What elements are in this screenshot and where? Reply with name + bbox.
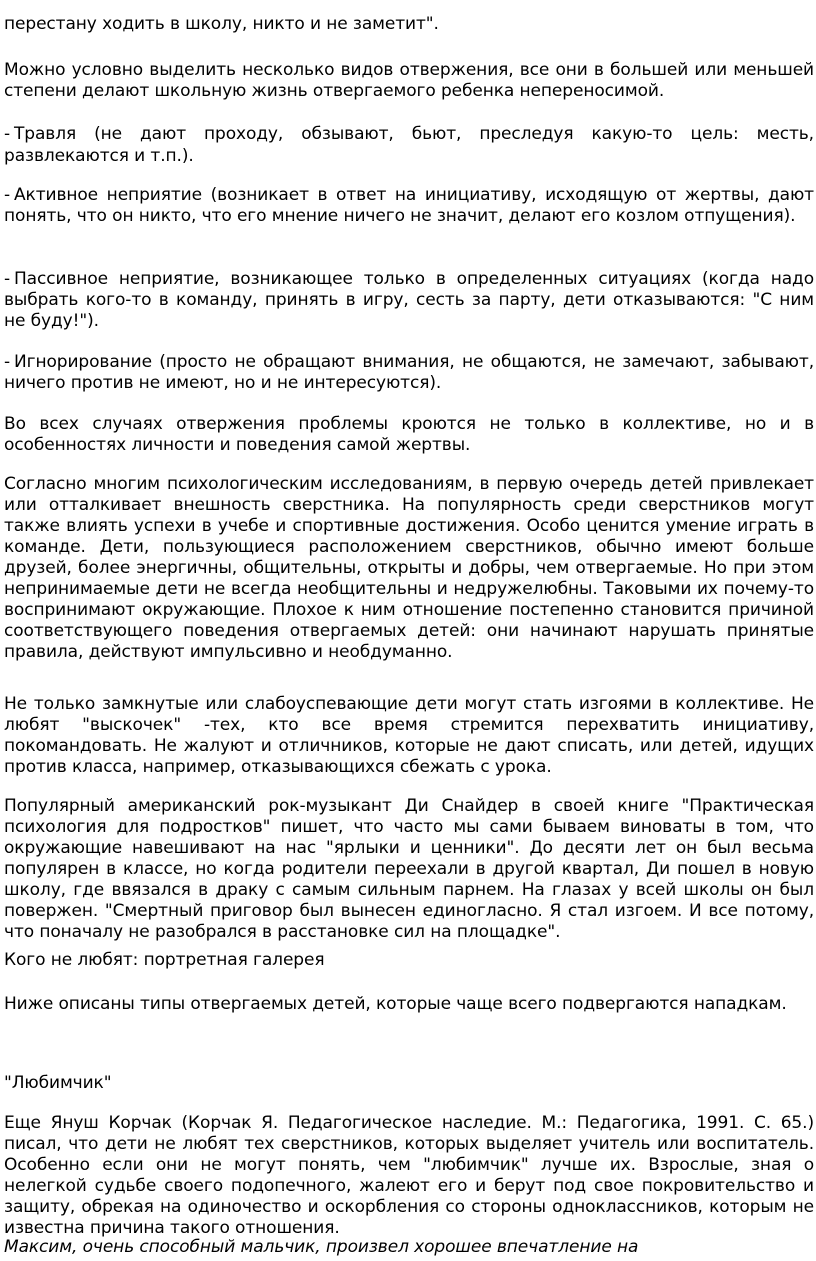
list-item-text: Травля (не дают проходу, обзывают, бьют, преследуя какую-то цель: месть, развлекаются и т.п.). [4,124,814,166]
paragraph-research: Согласно многим психологическим исследованиям, в первую очередь детей привлекает или отталкивает внешность сверстника. На популярность среди сверстников могут также влиять успехи в учебе и спортивные достижения. Особо ценится умение играть в команде. Дети, пользующиеся расположением сверстников, обычно имеют больше друзей, более энергичны, общительны, открыты и добры, чем отвергаемые. Но при этом непринимаемые дети не всегда необщительны и недружелюбны. Таковыми их почему-то воспринимают окружающие. Плохое к ним отношение постепенно становится причиной соответствующего поведения отвергаемых детей: они начинают нарушать принятые правила, действуют импульсивно и необдуманно. [4,474,814,662]
list-dash: - [4,269,11,289]
list-item-active-rejection [4,185,814,227]
paragraph-maxim-example: Максим, очень способный мальчик, произвел хорошее впечатление на [4,1237,639,1257]
paragraph-types-described: Ниже описаны типы отвергаемых детей, которые чаще всего подвергаются нападкам. [4,994,787,1014]
list-dash: - [4,185,11,205]
paragraph-all-cases: Во всех случаях отвержения проблемы кроются не только в коллективе, но и в особенностях личности и поведения самой жертвы. [4,414,814,455]
paragraph-outcasts: Не только замкнутые или слабоуспевающие дети могут стать изгоями в коллективе. Не любят "выскочек" -тех, кто все время стремится перехватить инициативу, покомандовать. Не жалуют и отличников, которые не дают списать, или детей, идущих против класса, например, отказывающихся сбежать с урока. [4,694,814,777]
list-item-ignoring [4,352,814,394]
paragraph-korczak: Еще Януш Корчак (Корчак Я. Педагогическое наследие. М.: Педагогика, 1991. С. 65.) писал, что дети не любят тех сверстников, которых выделяет учитель или воспитатель. Особенно если они не могут понять, чем "любимчик" лучше их. Взрослые, зная о нелегкой судьбе своего подопечного, жалеют его и берут под свое покровительство и защиту, обрекая на одиночество и оскорбления со стороны одноклассников, которым не известна причина такого отношения. [4,1113,814,1238]
list-item-bullying [4,123,814,167]
list-item-text: Активное неприятие (возникает в ответ на инициативу, исходящую от жертвы, дают понять, что он никто, что его мнение ничего не значит, делают его козлом отпущения). [4,185,814,226]
section-heading-portrait-gallery: Кого не любят: портретная галерея [4,950,325,970]
list-item-text: Пассивное неприятие, возникающее только в определенных ситуациях (когда надо выбрать кого-то в команду, принять в игру, сесть за парту, дети отказываются: "С ним не буду!"). [4,269,814,331]
subheading-favorite: "Любимчик" [4,1073,112,1093]
list-item-passive-rejection [4,269,814,332]
list-dash: - [4,352,11,372]
paragraph-rejection-types-intro: Можно условно выделить несколько видов отвержения, все они в большей или меньшей степени делают школьную жизнь отвергаемого ребенка непереносимой. [4,60,814,101]
list-item-text: Игнорирование (просто не обращают внимания, не общаются, не замечают, забывают, ничего против не имеют, но и не интересуются). [4,352,814,393]
paragraph-continuation: перестану ходить в школу, никто и не заметит". [4,14,439,34]
list-dash: - [4,124,11,144]
paragraph-dee-snider: Популярный американский рок-музыкант Ди Снайдер в своей книге "Практическая психология для подростков" пишет, что часто мы сами бываем виноваты в том, что окружающие навешивают на нас "ярлыки и ценники". До десяти лет он был весьма популярен в классе, но когда родители переехали в другой квартал, Ди пошел в новую школу, где ввязался в драку с самым сильным парнем. На глазах у всей школы он был повержен. "Смертный приговор был вынесен единогласно. Я стал изгоем. И все потому, что поначалу не разобрался в расстановке сил на площадке". [4,796,814,942]
